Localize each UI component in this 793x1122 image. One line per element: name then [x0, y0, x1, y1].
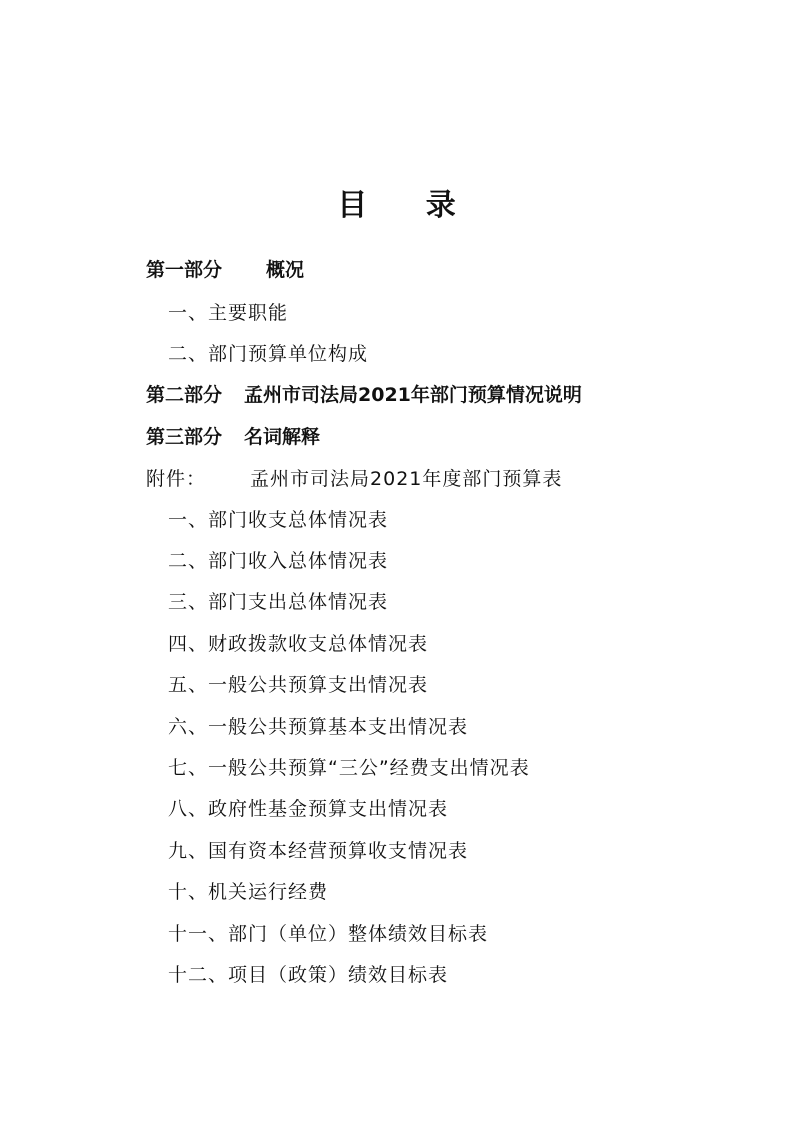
- part-label: 第三部分: [146, 426, 223, 448]
- table-list-item: 一、部门收支总体情况表: [168, 509, 389, 531]
- part1-item-1: 一、主要职能: [168, 302, 289, 324]
- table-list-item: 三、部门支出总体情况表: [168, 591, 389, 613]
- part-label: 第二部分: [146, 384, 223, 406]
- part-name: 概况: [266, 259, 305, 281]
- part-name: 名词解释: [244, 426, 321, 448]
- table-list-item: 五、一般公共预算支出情况表: [168, 674, 429, 696]
- table-list-item: 七、一般公共预算“三公”经费支出情况表: [168, 757, 530, 779]
- attachment-label: 附件：: [146, 468, 207, 490]
- table-list-item: 十、机关运行经费: [168, 881, 329, 903]
- part1-item-2: 二、部门预算单位构成: [168, 343, 369, 365]
- part-heading-1: [146, 258, 304, 282]
- part-heading-3: [146, 425, 320, 449]
- table-list-item: 二、部门收入总体情况表: [168, 550, 389, 572]
- table-list-item: 六、一般公共预算基本支出情况表: [168, 716, 469, 738]
- attachment-name: 孟州市司法局2021年度部门预算表: [250, 468, 563, 490]
- table-list-item: 八、政府性基金预算支出情况表: [168, 798, 449, 820]
- part-heading-2: [146, 383, 582, 407]
- page-title: 目 录: [337, 188, 480, 223]
- table-list-item: 十二、项目（政策）绩效目标表: [168, 964, 449, 986]
- table-list-item: 九、国有资本经营预算收支情况表: [168, 840, 469, 862]
- attachment-heading: [146, 467, 562, 491]
- table-list-item: 十一、部门（单位）整体绩效目标表: [168, 923, 489, 945]
- part-label: 第一部分: [146, 259, 223, 281]
- table-list-item: 四、财政拨款收支总体情况表: [168, 633, 429, 655]
- part-name: 孟州市司法局2021年部门预算情况说明: [244, 384, 582, 406]
